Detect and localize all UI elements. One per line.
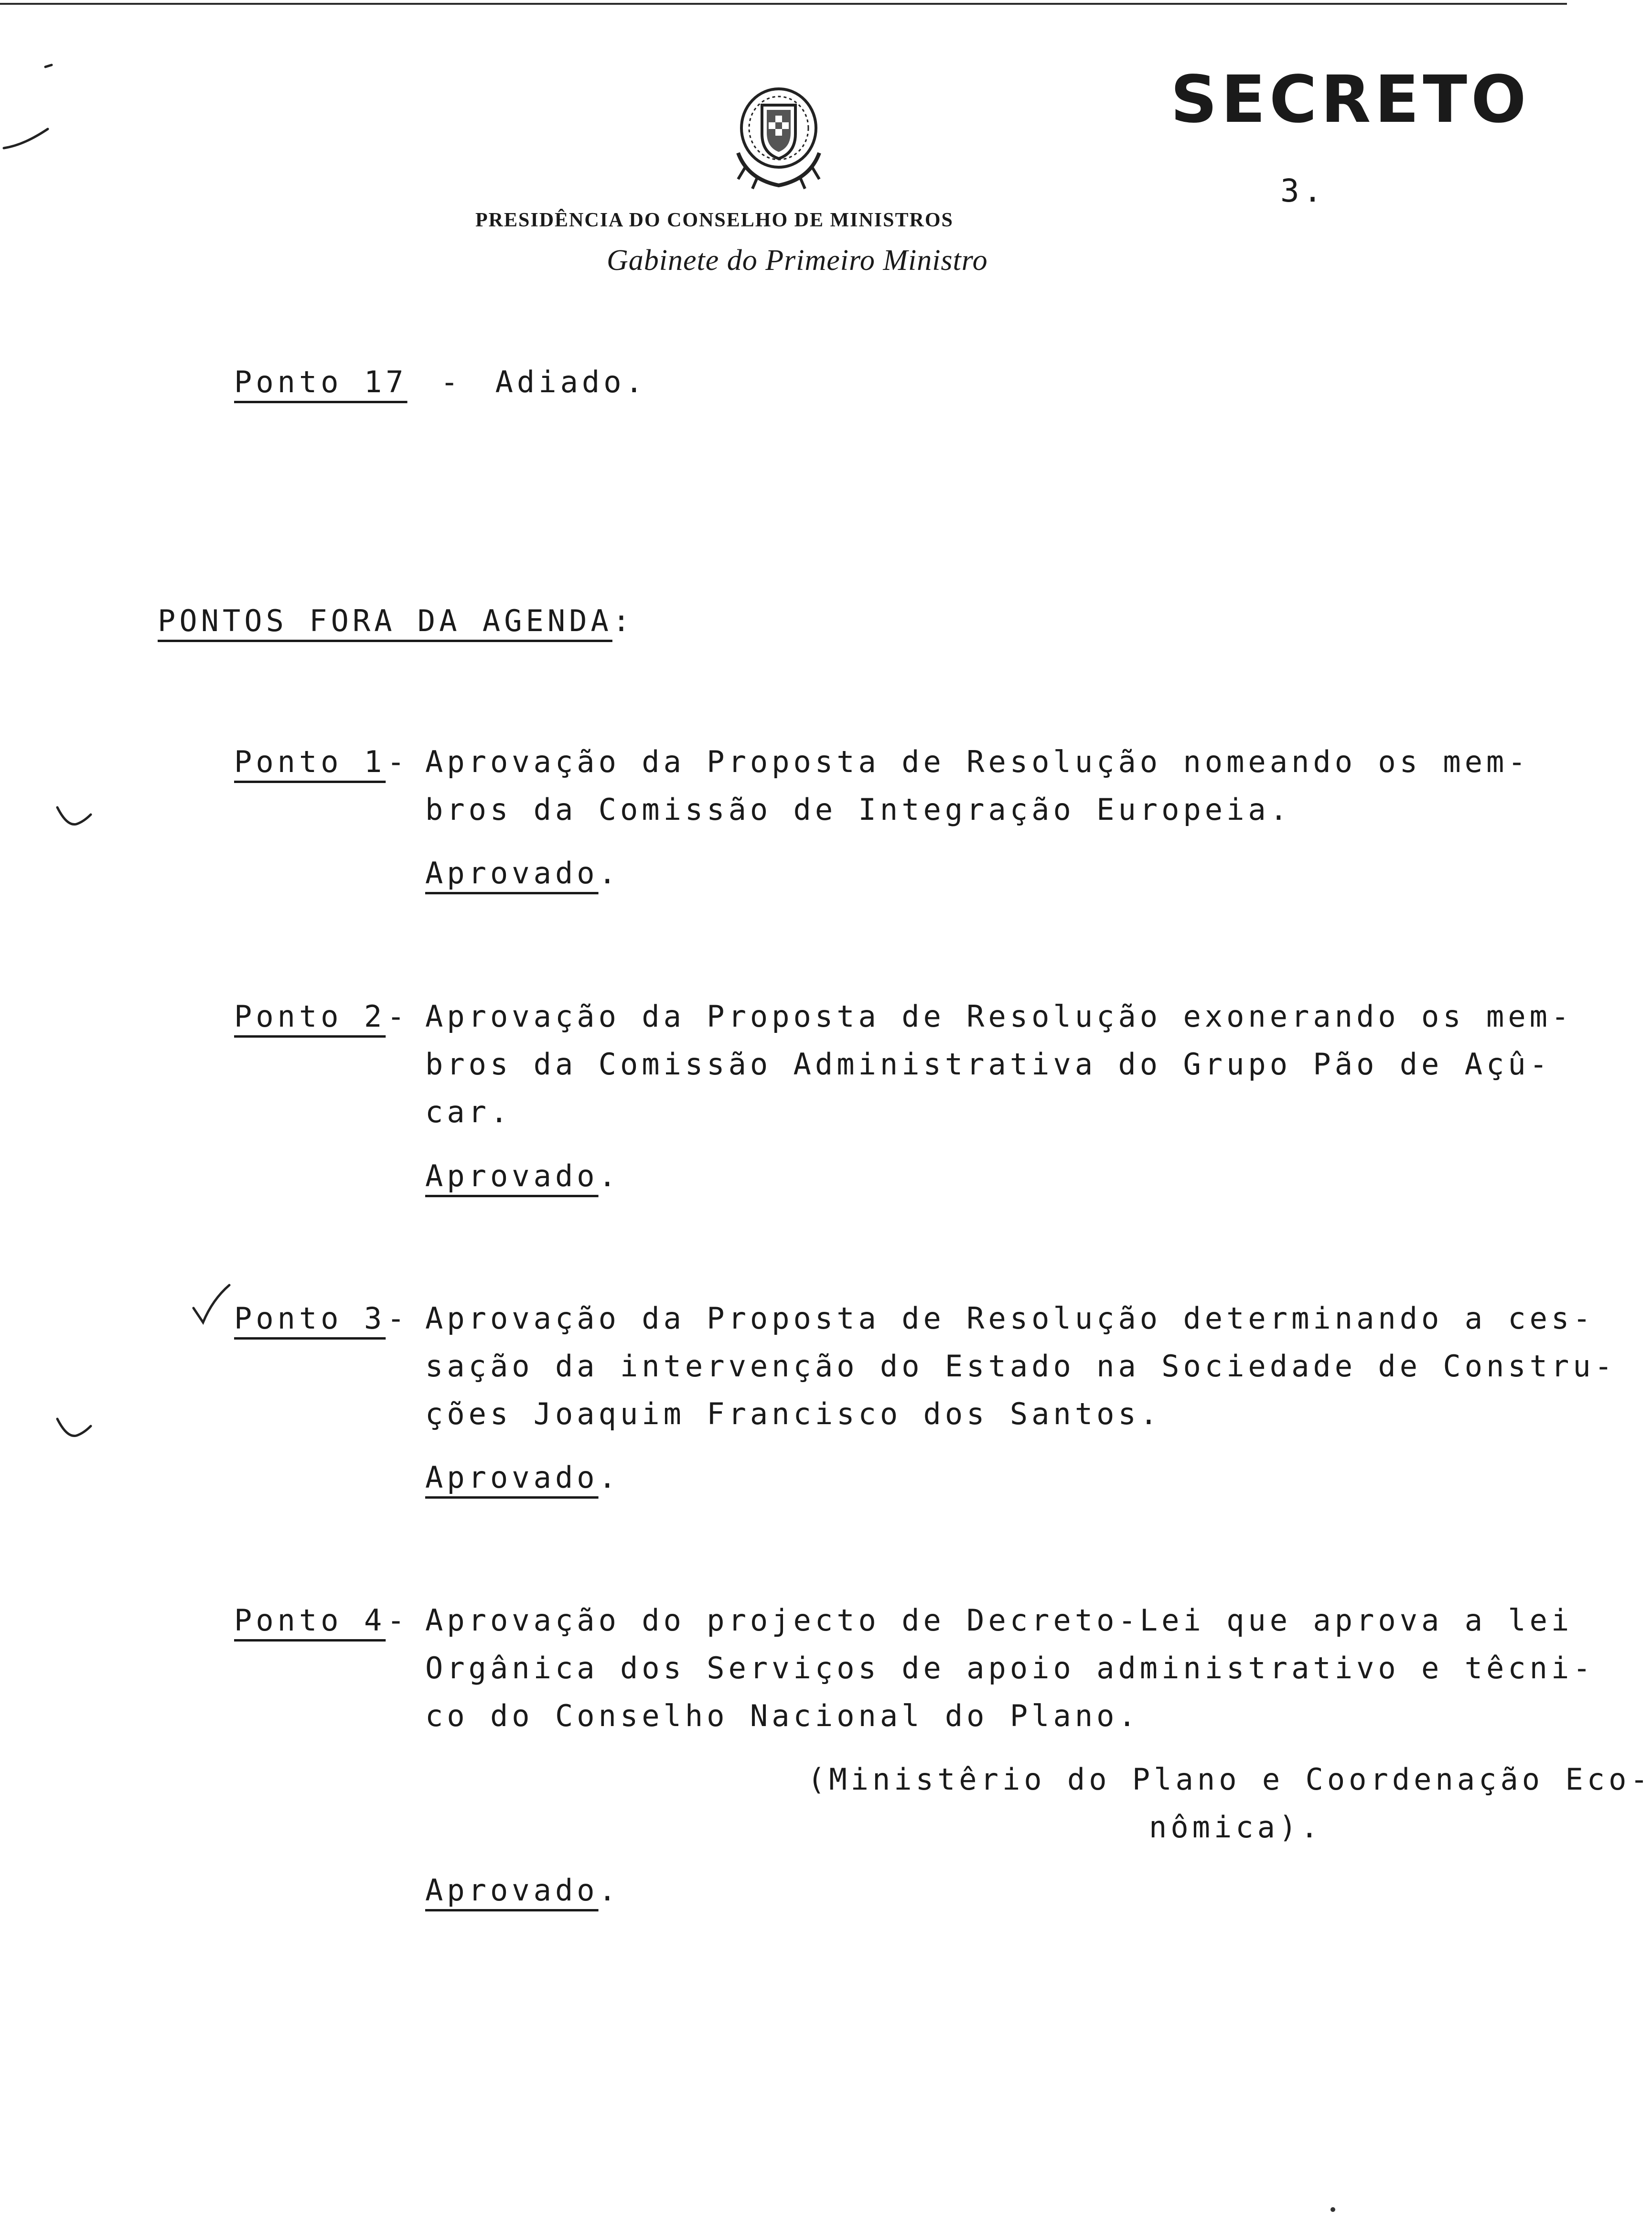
ponto-17-separator: - (440, 365, 462, 399)
item-4-line-3: co do Conselho Nacional do Plano. (425, 1698, 1140, 1733)
margin-tick-icon (53, 1414, 96, 1443)
scan-dot (1330, 2207, 1335, 2212)
item-3-label-text: Ponto 3 (234, 1301, 386, 1336)
item-3-status-text: Aprovado (425, 1460, 599, 1495)
item-4-label-text: Ponto 4 (234, 1603, 386, 1638)
section-title-colon: : (612, 603, 634, 638)
item-2-line-1: Aprovação da Proposta de Resolução exonerando os mem- (425, 999, 1573, 1034)
item-4-status (425, 1867, 620, 1914)
item-3-status-end: . (598, 1460, 620, 1495)
item-2-separator: - (387, 999, 409, 1034)
item-1-line-1: Aprovação da Proposta de Resolução nomeando os mem- (425, 744, 1530, 779)
item-4-line-1: Aprovação do projecto de Decreto-Lei que aprova a lei (425, 1603, 1573, 1638)
item-4-line-2: Orgânica dos Serviços de apoio administrativo e têcni- (425, 1651, 1595, 1685)
presidency-heading: PRESIDÊNCIA DO CONSELHO DE MINISTROS (475, 209, 954, 231)
item-3-line-2: sação da intervenção do Estado na Sociedade de Constru- (425, 1349, 1616, 1384)
item-4-status-end: . (598, 1873, 620, 1908)
scan-dot (45, 65, 52, 67)
section-title (158, 597, 634, 645)
item-2-status (425, 1152, 620, 1200)
item-1-label (234, 738, 386, 786)
item-3-line-3: ções Joaquim Francisco dos Santos. (425, 1396, 1162, 1431)
cabinet-heading: Gabinete do Primeiro Ministro (607, 244, 988, 277)
item-4-separator: - (387, 1603, 409, 1638)
item-4-ministry-line-2: nômica). (1149, 1810, 1322, 1845)
checkmark-icon (189, 1280, 236, 1328)
item-2-line-3: car. (425, 1095, 512, 1129)
item-1-status-end: . (598, 856, 620, 891)
item-3-label (234, 1295, 386, 1342)
item-3-line-1: Aprovação da Proposta de Resolução determinando a ces- (425, 1301, 1595, 1336)
top-rule (0, 3, 1567, 5)
ponto-17-status: Adiado. (495, 365, 647, 399)
item-2-label-text: Ponto 2 (234, 999, 386, 1034)
ponto-17-label: Ponto 17 (234, 365, 408, 399)
classification-stamp: SECRETO (1170, 62, 1530, 138)
item-2-line-2: bros da Comissão Administrativa do Grupo Pão de Açû- (425, 1047, 1552, 1082)
item-4-ministry-line-1: (Ministêrio do Plano e Coordenação Eco- (807, 1762, 1652, 1797)
scan-marks (0, 29, 67, 153)
ponto-17-row (234, 358, 647, 406)
item-1-separator: - (387, 744, 409, 779)
item-1-label-text: Ponto 1 (234, 744, 386, 779)
item-2-status-end: . (598, 1159, 620, 1193)
page-number: 3. (1280, 172, 1326, 209)
item-2-label (234, 993, 386, 1041)
item-1-status-text: Aprovado (425, 856, 599, 891)
item-4-status-text: Aprovado (425, 1873, 599, 1908)
item-3-status (425, 1454, 620, 1502)
portuguese-coat-of-arms-icon (719, 76, 838, 196)
item-1-status (425, 849, 620, 897)
item-4-label (234, 1597, 386, 1644)
section-title-text: PONTOS FORA DA AGENDA (158, 603, 612, 638)
scan-stroke (4, 129, 48, 148)
item-1-line-2: bros da Comissão de Integração Europeia. (425, 792, 1292, 827)
margin-tick-icon (53, 803, 96, 831)
item-2-status-text: Aprovado (425, 1159, 599, 1193)
item-3-separator: - (387, 1301, 409, 1336)
